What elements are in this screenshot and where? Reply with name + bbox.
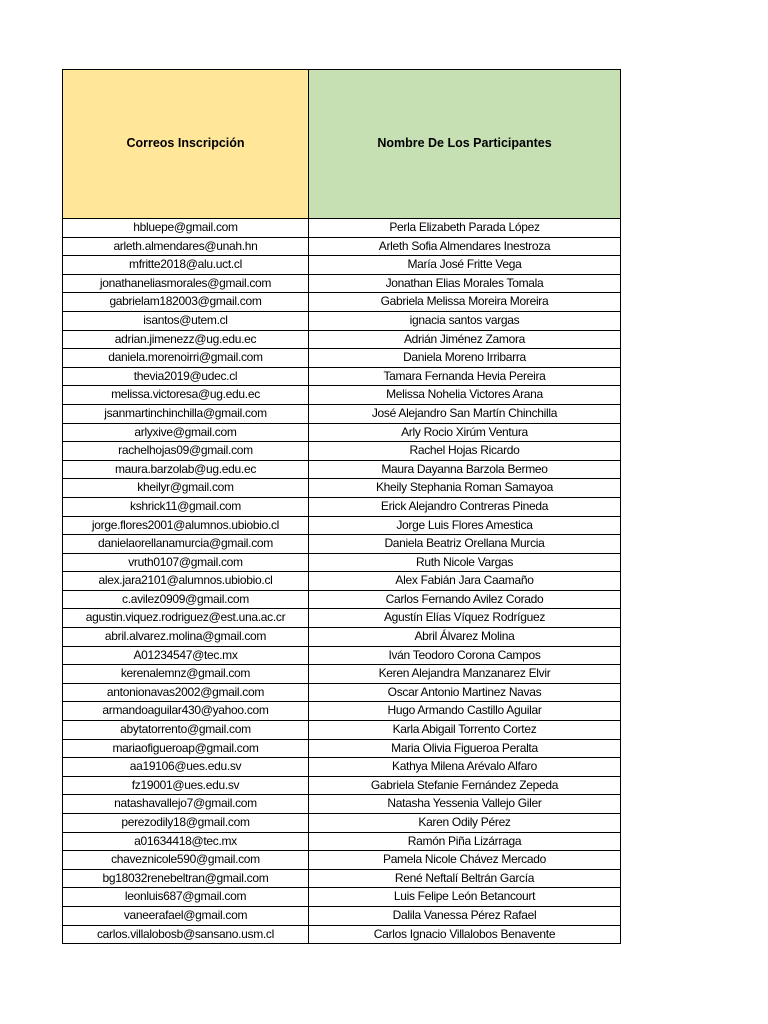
name-text: Iván Teodoro Corona Campos (388, 647, 541, 662)
email-cell[interactable] (63, 386, 309, 405)
name-header-label: Nombre De Los Participantes (377, 136, 552, 151)
name-cell[interactable] (309, 404, 621, 423)
table-row (63, 386, 621, 405)
email-text: kshrick11@gmail.com (130, 498, 241, 513)
table-row (63, 758, 621, 777)
email-text: A01234547@tec.mx (133, 647, 238, 662)
name-text: Abril Álvarez Molina (414, 629, 515, 644)
name-text: Jonathan Elias Morales Tomala (385, 275, 544, 290)
name-cell[interactable] (309, 460, 621, 479)
email-text: perezodily18@gmail.com (121, 815, 250, 829)
name-text: Kheily Stephania Roman Samayoa (375, 480, 554, 495)
email-cell[interactable] (63, 237, 309, 256)
email-cell[interactable] (63, 776, 309, 795)
email-text: kheilyr@gmail.com (137, 480, 234, 495)
email-cell[interactable] (63, 479, 309, 498)
email-cell[interactable] (63, 572, 309, 591)
name-text: Kathya Milena Arévalo Alfaro (391, 759, 538, 774)
table-row (63, 293, 621, 312)
table-row (63, 665, 621, 684)
name-cell[interactable] (309, 219, 621, 238)
table-row (63, 460, 621, 479)
table-row (63, 442, 621, 461)
table-row (63, 330, 621, 349)
table-row (63, 311, 621, 330)
name-text: Karla Abigail Torrento Cortez (392, 722, 537, 737)
name-text: Hugo Armando Castillo Aguilar (387, 703, 542, 718)
email-cell[interactable] (63, 330, 309, 349)
email-cell[interactable] (63, 516, 309, 535)
email-cell[interactable] (63, 219, 309, 238)
name-cell[interactable] (309, 256, 621, 275)
email-text: jonathaneliasmorales@gmail.com (99, 275, 272, 290)
name-cell[interactable] (309, 349, 621, 368)
table-row (63, 553, 621, 572)
table-row (63, 479, 621, 498)
name-text: Maura Dayanna Barzola Bermeo (381, 461, 548, 476)
email-text: thevia2019@udec.cl (133, 368, 238, 383)
name-cell[interactable] (309, 497, 621, 516)
table-row (63, 535, 621, 554)
email-text: aa19106@ues.edu.sv (129, 759, 242, 774)
email-cell[interactable] (63, 758, 309, 777)
table-row (63, 888, 621, 907)
email-text: mfritte2018@alu.uct.cl (129, 257, 242, 272)
email-text: bg18032renebeltran@gmail.com (102, 870, 269, 885)
name-text: Natasha Yessenia Vallejo Giler (387, 796, 542, 811)
email-cell[interactable] (63, 535, 309, 554)
name-cell[interactable] (309, 888, 621, 907)
table-row (63, 256, 621, 275)
name-text: Agustín Elías Víquez Rodríguez (383, 610, 546, 625)
name-text: Adrián Jiménez Zamora (403, 331, 526, 346)
name-cell[interactable] (309, 851, 621, 870)
name-cell[interactable] (309, 311, 621, 330)
name-cell[interactable] (309, 330, 621, 349)
email-cell[interactable] (63, 274, 309, 293)
participants-table (62, 69, 621, 944)
email-column-header[interactable] (63, 70, 309, 219)
email-text: daniela.morenoirri@gmail.com (108, 350, 263, 365)
email-text: jorge.flores2001@alumnos.ubiobio.cl (91, 517, 280, 532)
email-cell[interactable] (63, 814, 309, 833)
name-text: Gabriela Melissa Moreira Moreira (380, 294, 549, 309)
table-row (63, 609, 621, 628)
email-text: arleth.almendares@unah.hn (113, 238, 258, 253)
name-cell[interactable] (309, 776, 621, 795)
name-text: Jorge Luis Flores Amestica (396, 517, 533, 532)
table-row (63, 683, 621, 702)
email-cell[interactable] (63, 553, 309, 572)
email-cell[interactable] (63, 832, 309, 851)
email-cell[interactable] (63, 702, 309, 721)
email-cell[interactable] (63, 311, 309, 330)
email-text: arlyxive@gmail.com (134, 424, 237, 439)
table-row (63, 925, 621, 944)
name-cell[interactable] (309, 721, 621, 740)
email-text: vruth0107@gmail.com (128, 554, 243, 569)
table-row (63, 423, 621, 442)
name-cell[interactable] (309, 683, 621, 702)
name-cell[interactable] (309, 628, 621, 647)
email-text: chaveznicole590@gmail.com (111, 852, 260, 867)
name-cell[interactable] (309, 814, 621, 833)
email-text: melissa.victoresa@ug.edu.ec (111, 387, 260, 402)
name-text: René Neftalí Beltrán García (394, 870, 535, 885)
email-cell[interactable] (63, 442, 309, 461)
name-cell[interactable] (309, 906, 621, 925)
email-cell[interactable] (63, 590, 309, 609)
name-text: Rachel Hojas Ricardo (409, 443, 520, 458)
name-text: Daniela Beatriz Orellana Murcia (384, 536, 545, 551)
name-cell[interactable] (309, 590, 621, 609)
email-cell[interactable] (63, 925, 309, 944)
email-text: fz19001@ues.edu.sv (131, 777, 240, 792)
name-cell[interactable] (309, 702, 621, 721)
email-cell[interactable] (63, 460, 309, 479)
name-cell[interactable] (309, 646, 621, 665)
email-text: maura.barzolab@ug.edu.ec (114, 461, 257, 476)
email-text: c.avilez0909@gmail.com (122, 591, 249, 606)
email-text: abril.alvarez.molina@gmail.com (104, 629, 267, 644)
name-text: José Alejandro San Martín Chinchilla (371, 405, 558, 420)
name-text: Luis Felipe León Betancourt (393, 889, 536, 904)
name-text: María José Fritte Vega (407, 257, 522, 272)
name-text: Perla Elizabeth Parada López (389, 220, 540, 234)
header-row (63, 70, 621, 219)
name-cell[interactable] (309, 758, 621, 777)
email-text: leonluis687@gmail.com (124, 889, 247, 904)
email-text: abytatorrento@gmail.com (120, 722, 251, 737)
email-text: mariaofigueroap@gmail.com (112, 740, 259, 755)
email-cell[interactable] (63, 404, 309, 423)
name-text: Oscar Antonio Martinez Navas (387, 684, 542, 699)
table-row (63, 497, 621, 516)
name-cell[interactable] (309, 572, 621, 591)
name-text: Ruth Nicole Vargas (415, 554, 514, 569)
table-row (63, 367, 621, 386)
email-cell[interactable] (63, 795, 309, 814)
email-text: adrian.jimenezz@ug.edu.ec (114, 331, 257, 346)
name-cell[interactable] (309, 553, 621, 572)
table-row (63, 776, 621, 795)
table-row (63, 237, 621, 256)
email-cell[interactable] (63, 851, 309, 870)
table-row (63, 628, 621, 647)
email-cell[interactable] (63, 256, 309, 275)
name-cell[interactable] (309, 386, 621, 405)
name-text: Ramón Piña Lizárraga (407, 833, 522, 848)
table-row (63, 516, 621, 535)
table-row (63, 572, 621, 591)
email-header-label: Correos Inscripción (126, 136, 245, 151)
name-cell[interactable] (309, 609, 621, 628)
name-cell[interactable] (309, 516, 621, 535)
name-cell[interactable] (309, 293, 621, 312)
email-text: agustin.viquez.rodriguez@est.una.ac.cr (85, 610, 286, 625)
name-text: Carlos Ignacio Villalobos Benavente (373, 926, 556, 941)
name-cell[interactable] (309, 237, 621, 256)
email-cell[interactable] (63, 497, 309, 516)
email-text: carlos.villalobosb@sansano.usm.cl (96, 926, 275, 941)
table-row (63, 702, 621, 721)
table-row (63, 739, 621, 758)
name-cell[interactable] (309, 535, 621, 554)
email-text: armandoaguilar430@yahoo.com (102, 703, 269, 718)
name-cell[interactable] (309, 367, 621, 386)
email-text: a01634418@tec.mx (134, 833, 237, 848)
name-cell[interactable] (309, 795, 621, 814)
name-text: Erick Alejandro Contreras Pineda (380, 498, 549, 513)
email-cell[interactable] (63, 721, 309, 740)
email-cell[interactable] (63, 293, 309, 312)
name-text: Arleth Sofia Almendares Inestroza (378, 238, 551, 253)
name-text: Pamela Nicole Chávez Mercado (382, 852, 546, 867)
email-text: rachelhojas09@gmail.com (118, 443, 253, 458)
name-text: Maria Olivia Figueroa Peralta (391, 740, 538, 755)
name-text: Carlos Fernando Avilez Corado (385, 591, 544, 606)
email-cell[interactable] (63, 739, 309, 758)
table-row (63, 646, 621, 665)
email-cell[interactable] (63, 665, 309, 684)
table-row (63, 832, 621, 851)
name-cell[interactable] (309, 442, 621, 461)
table-row (63, 851, 621, 870)
name-text: Keren Alejandra Manzanarez Elvir (378, 666, 551, 681)
table-row (63, 590, 621, 609)
name-cell[interactable] (309, 423, 621, 442)
table-row (63, 814, 621, 833)
email-cell[interactable] (63, 683, 309, 702)
email-cell[interactable] (63, 349, 309, 368)
name-text: ignacia santos vargas (409, 312, 520, 327)
email-text: alex.jara2101@alumnos.ubiobio.cl (98, 573, 273, 588)
table-row (63, 721, 621, 740)
table-row (63, 869, 621, 888)
table-row (63, 906, 621, 925)
name-cell[interactable] (309, 479, 621, 498)
table-body (63, 219, 621, 944)
email-text: isantos@utem.cl (143, 312, 228, 327)
name-text: Daniela Moreno Irribarra (403, 350, 526, 365)
email-text: danielaorellanamurcia@gmail.com (98, 536, 273, 551)
name-cell[interactable] (309, 739, 621, 758)
email-cell[interactable] (63, 423, 309, 442)
email-cell[interactable] (63, 609, 309, 628)
name-text: Melissa Nohelia Victores Arana (386, 387, 543, 402)
table-row (63, 349, 621, 368)
name-text: Dalila Vanessa Pérez Rafael (392, 907, 537, 922)
email-text: gabrielam182003@gmail.com (109, 294, 262, 309)
email-cell[interactable] (63, 367, 309, 386)
email-cell[interactable] (63, 869, 309, 888)
table-row (63, 274, 621, 293)
email-cell[interactable] (63, 906, 309, 925)
name-column-header[interactable] (309, 70, 621, 219)
name-text: Tamara Fernanda Hevia Pereira (383, 368, 546, 383)
name-cell[interactable] (309, 665, 621, 684)
email-cell[interactable] (63, 888, 309, 907)
name-text: Arly Rocio Xirúm Ventura (401, 424, 528, 439)
email-text: jsanmartinchinchilla@gmail.com (104, 405, 267, 420)
name-cell[interactable] (309, 925, 621, 944)
email-text: natashavallejo7@gmail.com (114, 796, 257, 811)
email-text: hbluepe@gmail.com (133, 220, 238, 234)
table-row (63, 404, 621, 423)
email-cell[interactable] (63, 646, 309, 665)
email-text: kerenalemnz@gmail.com (120, 666, 251, 681)
name-cell[interactable] (309, 274, 621, 293)
name-cell[interactable] (309, 832, 621, 851)
name-cell[interactable] (309, 869, 621, 888)
table-row (63, 219, 621, 238)
name-text: Alex Fabián Jara Caamaño (395, 573, 534, 588)
email-text: vaneerafael@gmail.com (123, 907, 248, 922)
name-text: Gabriela Stefanie Fernández Zepeda (370, 777, 559, 792)
table-row (63, 795, 621, 814)
email-text: antonionavas2002@gmail.com (106, 684, 265, 699)
name-text: Karen Odily Pérez (418, 815, 511, 829)
email-cell[interactable] (63, 628, 309, 647)
